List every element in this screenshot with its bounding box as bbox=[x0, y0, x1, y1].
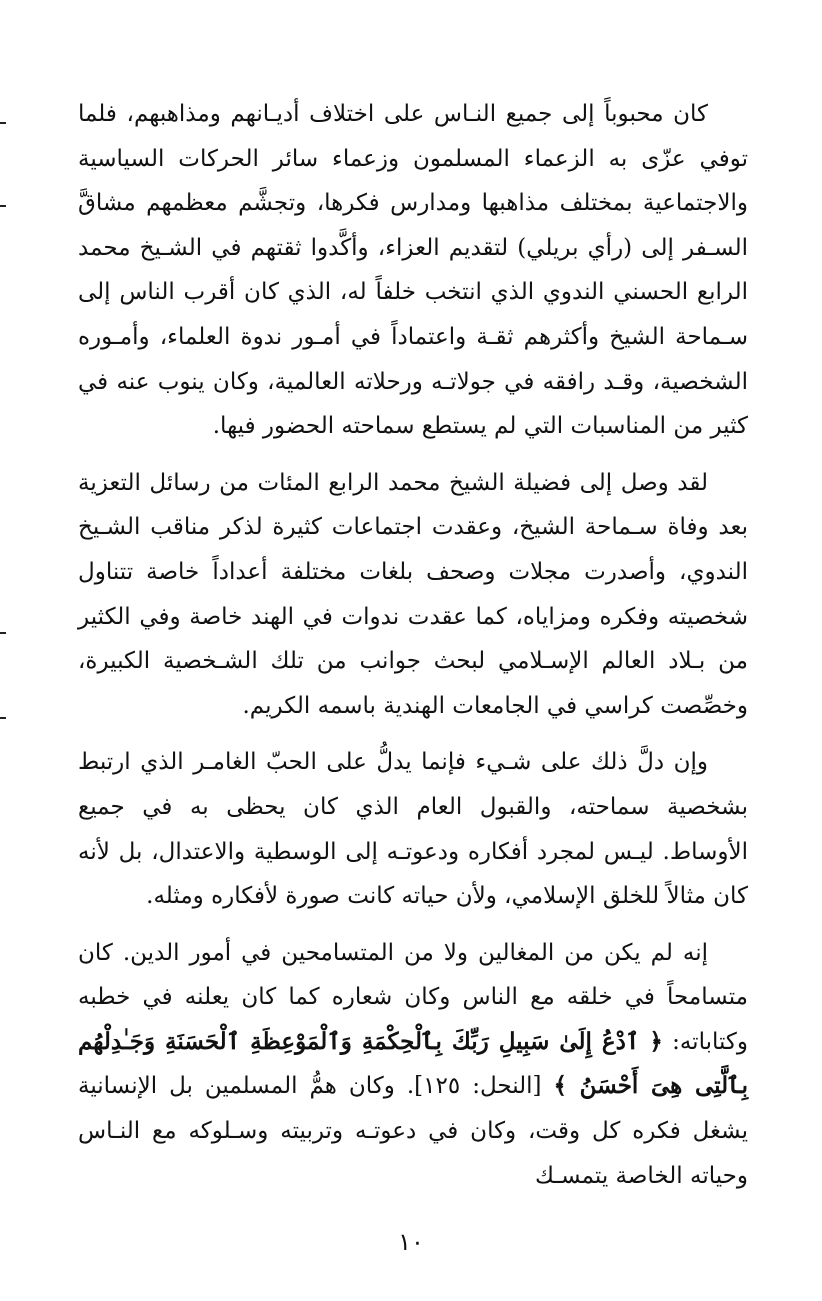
margin-mark bbox=[0, 632, 6, 634]
quran-verse: ﴿ ٱدْعُ إِلَىٰ سَبِيلِ رَبِّكَ بِٱلْحِكْمَةِ وَٱلْمَوْعِظَةِ ٱلْحَسَنَةِ وَجَـٰدِلْهُم بِٱلَّتِى هِىَ أَحْسَنُ ﴾ bbox=[78, 1027, 748, 1100]
paragraph-3: وإن دلَّ ذلك على شـيء فإنما يدلُّ على الحبّ الغامـر الذي ارتبط بشخصية سماحته، والقبول العام الذي كان يحظى به في جميع الأوساط. ليـس لمجرد أفكاره ودعوتـه إلى الوسطية والاعتدال، بل لأنه كان مثالاً للخلق الإسلامي، ولأن حياته كانت صورة لأفكاره ومثله. bbox=[78, 749, 748, 910]
paragraph-4-intro: إنه لم يكن من المغالين ولا من المتسامحين في أمور الدين. كان متسامحاً في خلقه مع الناس وكان شعاره كما كان يعلنه في خطبه وكتاباته: bbox=[78, 939, 748, 1055]
paragraph-1: كان محبوباً إلى جميع النـاس على اختلاف أديـانهم ومذاهبهم، فلما توفي عزّى به الزعماء المسلمون وزعماء سائر الحركات السياسية والاجتماعية بمختلف مذاهبها ومدارس فكرها، وتجشَّم معظمهم مشاقَّ السـفر إلى (رأي بريلي) لتقديم العزاء، وأكَّدوا ثقتهم في الشـيخ محمد الرابع الحسني الندوي الذي انتخب خلفاً له، الذي كان أقرب الناس إلى سـماحة الشيخ وأكثرهم ثقـة واعتماداً في أمـور ندوة العلماء، وأمـوره الشخصية، وقـد رافقه في جولاتـه ورحلاته العالمية، وكان ينوب عنه في كثير من المناسبات التي لم يستطع سماحته الحضور فيها. bbox=[78, 101, 748, 440]
margin-mark bbox=[0, 122, 6, 124]
page-number: ١٠ bbox=[398, 1228, 424, 1256]
body-text bbox=[78, 92, 748, 1198]
margin-mark bbox=[0, 717, 6, 719]
paragraph-2: لقد وصل إلى فضيلة الشيخ محمد الرابع المئات من رسائل التعزية بعد وفاة سـماحة الشيخ، وعقدت اجتماعات كثيرة لذكر مناقب الشـيخ الندوي، وأصدرت مجلات وصحف بلغات مختلفة أعداداً خاصة تتناول شخصيته وفكره ومزاياه، كما عقدت ندوات في الهند خاصة وفي الكثير من بـلاد العالم الإسـلامي لبحث جوانب من تلك الشـخصية الكبيرة، وخصِّصت كراسي في الجامعات الهندية باسمه الكريم. bbox=[78, 469, 748, 719]
paragraph-4-continuation: [النحل: ١٢٥]. وكان همُّ المسلمين بل الإنسانية يشغل فكره كل وقت، وكان في دعوتـه وتربيته وسـلوكه مع النـاس وحياته الخاصة يتمسـك bbox=[78, 1073, 748, 1189]
margin-mark bbox=[0, 205, 6, 207]
paragraph-4 bbox=[78, 931, 748, 1199]
